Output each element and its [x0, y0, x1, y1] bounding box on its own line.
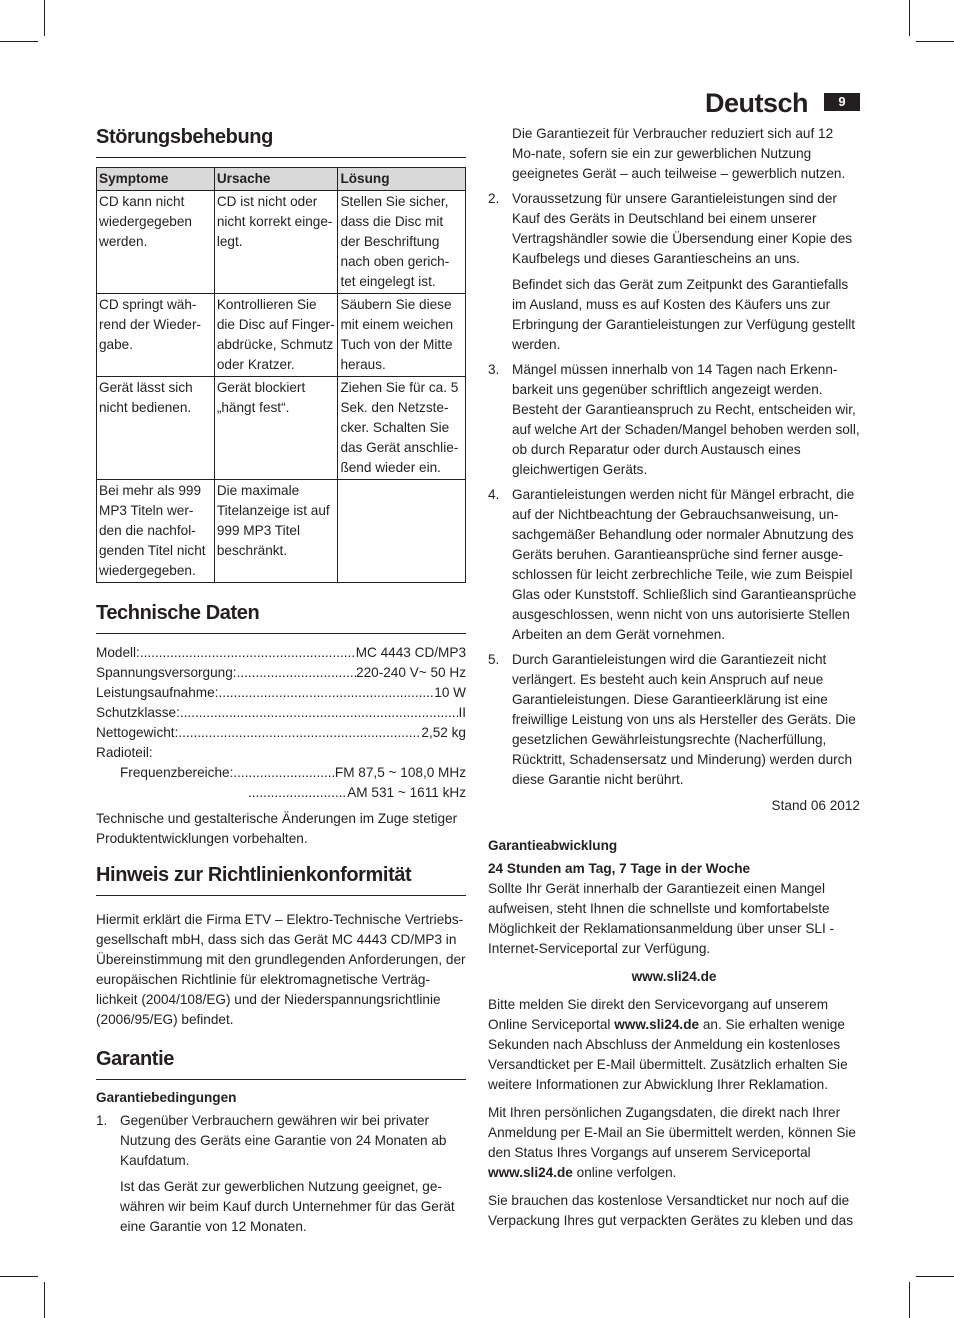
spec-row [96, 763, 466, 783]
spec-label: Leistungsaufnahme: [96, 685, 219, 700]
service-url-link[interactable]: www.sli24.de [488, 1165, 573, 1180]
crop-mark [909, 1282, 910, 1318]
list-paragraph: Die Garantiezeit für Verbraucher reduziert sich auf 12 Mo-nate, sofern sie ein zur gewerblichen Nutzung geeignetes Gerät – auch teilweise – gewerblich nutzen. [512, 126, 846, 181]
section-title: Garantie [96, 1046, 466, 1080]
table-row [97, 377, 466, 480]
list-paragraph: Befindet sich das Gerät zum Zeitpunkt des Garantiefalls im Ausland, muss es auf Kosten des Käufers uns zur Erbringung der Garantieleistungen zur Verfügung gestellt werden. [512, 277, 856, 352]
spec-value: MC 4443 CD/MP3 [355, 645, 466, 660]
conformity-section [96, 862, 466, 1030]
spec-note: Technische und gestalterische Änderungen im Zuge stetiger Produktentwicklungen vorbehalten. [96, 811, 458, 846]
spec-value: 2,52 kg [421, 725, 466, 740]
text-span: Bitte melden Sie direkt den Servicevorgang auf unserem Online Serviceportal [488, 997, 829, 1032]
spec-label: Modell: [96, 645, 140, 660]
list-number: 4. [488, 487, 500, 502]
warranty-section [96, 1046, 466, 1237]
list-paragraph: Voraussetzung für unsere Garantieleistungen sind der Kauf des Geräts in Deutschland bei einem unserer Vertragshändler sowie die Übersendung einer Kopie des Kaufbelegs und dieses Garantiescheins an uns. [512, 191, 853, 266]
list-item [488, 485, 860, 645]
spec-row [96, 703, 466, 723]
list-item [488, 360, 860, 480]
processing-paragraph: Sie brauchen das kostenlose Versandticket nur noch auf die Verpackung Ihres gut verpackten Gerätes zu kleben und das [488, 1193, 853, 1228]
crop-mark [916, 41, 954, 42]
spec-list [96, 643, 466, 849]
right-column [488, 124, 860, 1231]
cell-symptom: Gerät lässt sich nicht bedienen. [97, 377, 215, 480]
crop-mark [0, 1276, 38, 1277]
crop-mark [0, 41, 38, 42]
crop-mark [909, 0, 910, 36]
list-item [96, 1111, 466, 1237]
service-url-link[interactable]: www.sli24.de [631, 969, 717, 984]
conformity-text: Hiermit erklärt die Firma ETV – Elektro-Technische Vertriebs-gesellschaft mbH, dass sich das Gerät MC 4443 CD/MP3 in Übereinstimmung mit den grundlegenden Anforderungen, der europäischen Richtlinie für elektromagnetische Verträg-lichkeit (2004/108/EG) und der Niederspannungsrichtlinie (2006/95/EG) befindet. [96, 912, 466, 1027]
spec-row [96, 643, 466, 663]
specs-section [96, 600, 466, 849]
list-item [488, 124, 860, 184]
column-header: Lösung [338, 168, 466, 191]
cell-cause: Die maximale Titelanzeige ist auf 999 MP3 Titel beschränkt. [214, 480, 338, 583]
spec-row [96, 683, 466, 703]
stand-date: Stand 06 2012 [771, 798, 860, 813]
troubleshooting-section [96, 124, 466, 583]
service-url-link[interactable]: www.sli24.de [614, 1017, 700, 1032]
processing-subtitle: 24 Stunden am Tag, 7 Tage in der Woche [488, 861, 751, 876]
section-title: Störungsbehebung [96, 124, 466, 158]
list-paragraph: Ist das Gerät zur gewerblichen Nutzung geeignet, ge-währen wir beim Kauf durch Unternehmer für das Gerät eine Garantie von 12 Monaten. [120, 1179, 455, 1234]
list-number: 1. [96, 1113, 108, 1128]
spec-label: Frequenzbereiche: [120, 765, 234, 780]
crop-mark [44, 0, 45, 36]
list-number: 3. [488, 362, 500, 377]
text-span: online verfolgen. [572, 1165, 677, 1180]
language-title: Deutsch [704, 88, 808, 118]
spec-value: FM 87,5 ~ 108,0 MHz [334, 765, 466, 780]
cell-solution [338, 480, 466, 583]
list-paragraph: Mängel müssen innerhalb von 14 Tagen nach Erkenn-barkeit uns gegenüber schriftlich angezeigt werden. Besteht der Garantieanspruch zu Recht, entscheiden wir, auf welche Art der Schaden/Mangel behoben werden soll, ob durch Reparatur oder durch Austausch eines gleichwertigen Geräts. [512, 362, 860, 477]
column-header: Symptome [97, 168, 215, 191]
spec-label: Spannungsversorgung: [96, 665, 237, 680]
cell-symptom: Bei mehr als 999 MP3 Titeln wer-den die nachfol-genden Titel nicht wiedergegeben. [97, 480, 215, 583]
section-title: Hinweis zur Richtlinienkonformität [96, 862, 466, 896]
processing-title: Garantieabwicklung [488, 838, 618, 853]
table-header-row [97, 168, 466, 191]
processing-paragraph: Sollte Ihr Gerät innerhalb der Garantiezeit einen Mangel aufweisen, steht Ihnen die schnellste und komfortabelste Möglichkeit der Reklamationsanmeldung über unser SLI -Internet-Serviceportal zur Verfügung. [488, 881, 835, 956]
list-item [488, 650, 860, 790]
spec-value: 220-240 V~ 50 Hz [356, 665, 466, 680]
column-header: Ursache [214, 168, 338, 191]
spec-label: Schutzklasse: [96, 705, 180, 720]
cell-symptom: CD springt wäh-rend der Wieder-gabe. [97, 294, 215, 377]
spec-label: Nettogewicht: [96, 725, 179, 740]
list-item [488, 189, 860, 355]
page-number: 9 [824, 93, 860, 111]
cell-solution: Ziehen Sie für ca. 5 Sek. den Netzste-cker. Schalten Sie das Gerät anschlie-ßend wieder ein. [338, 377, 466, 480]
text-span: Mit Ihren persönlichen Zugangsdaten, die direkt nach Ihrer Anmeldung per E-Mail an Sie übermittelt werden, können Sie den Status Ihres Vorgangs auf unserem Serviceportal [488, 1105, 856, 1160]
spec-row [96, 723, 466, 743]
cell-cause: CD ist nicht oder nicht korrekt einge-legt. [214, 191, 338, 294]
list-number: 5. [488, 652, 500, 667]
radio-label: Radioteil: [96, 745, 153, 760]
cell-solution: Stellen Sie sicher, dass die Disc mit der Beschriftung nach oben gerich-tet eingelegt ist. [338, 191, 466, 294]
spec-value: AM 531 ~ 1611 kHz [347, 785, 466, 800]
processing-paragraph [488, 1103, 860, 1183]
spec-row [96, 663, 466, 683]
list-paragraph: Durch Garantieleistungen wird die Garantiezeit nicht verlängert. Es besteht auch kein Anspruch auf neue Garantieleistungen. Diese Garantieerklärung ist eine freiwillige Leistung von uns als Hersteller des Geräts. Die gesetzlichen Gewährleistungsrechte (Nacherfüllung, Rücktritt, Schadensersatz und Minderung) werden durch diese Garantie nicht berührt. [512, 652, 856, 787]
list-number: 2. [488, 191, 500, 206]
crop-mark [916, 1276, 954, 1277]
list-paragraph: Gegenüber Verbrauchern gewähren wir bei privater Nutzung des Geräts eine Garantie von 24 Monaten ab Kaufdatum. [120, 1113, 447, 1168]
spec-value: II [458, 705, 466, 720]
processing-paragraph [488, 995, 860, 1095]
cell-solution: Säubern Sie diese mit einem weichen Tuch von der Mitte heraus. [338, 294, 466, 377]
page-header [704, 86, 860, 122]
list-paragraph: Garantieleistungen werden nicht für Mängel erbracht, die auf der Nichtbeachtung der Gebrauchsanweisung, un-sachgemäßer Behandlung oder normaler Abnutzung des Geräts beruhen. Garantieansprüche sind ferner ausge-schlossen für leicht zerbrechliche Teile, wie zum Beispiel Glas oder Kunststoff. Schließlich sind Garantieansprüche ausgeschlossen, wenn nicht von uns autorisierte Stellen Arbeiten an dem Gerät vornehmen. [512, 487, 857, 642]
crop-mark [44, 1282, 45, 1318]
cell-cause: Gerät blockiert „hängt fest“. [214, 377, 338, 480]
spec-value: 10 W [434, 685, 466, 700]
cell-symptom: CD kann nicht wiedergegeben werden. [97, 191, 215, 294]
cell-cause: Kontrollieren Sie die Disc auf Finger-abdrücke, Schmutz oder Kratzer. [214, 294, 338, 377]
table-row [97, 480, 466, 583]
text-span: an. Sie erhalten wenige Sekunden nach Abschluss der Anmeldung ein kostenloses Versandticket per E-Mail übermittelt. Zusätzlich erhalten Sie weitere Informationen zur Abwicklung Ihrer Reklamation. [488, 1017, 848, 1092]
section-title: Technische Daten [96, 600, 466, 634]
spec-row [96, 783, 466, 803]
table-row [97, 191, 466, 294]
warranty-conditions-title: Garantiebedingungen [96, 1090, 237, 1105]
table-row [97, 294, 466, 377]
troubleshooting-table [96, 167, 466, 583]
